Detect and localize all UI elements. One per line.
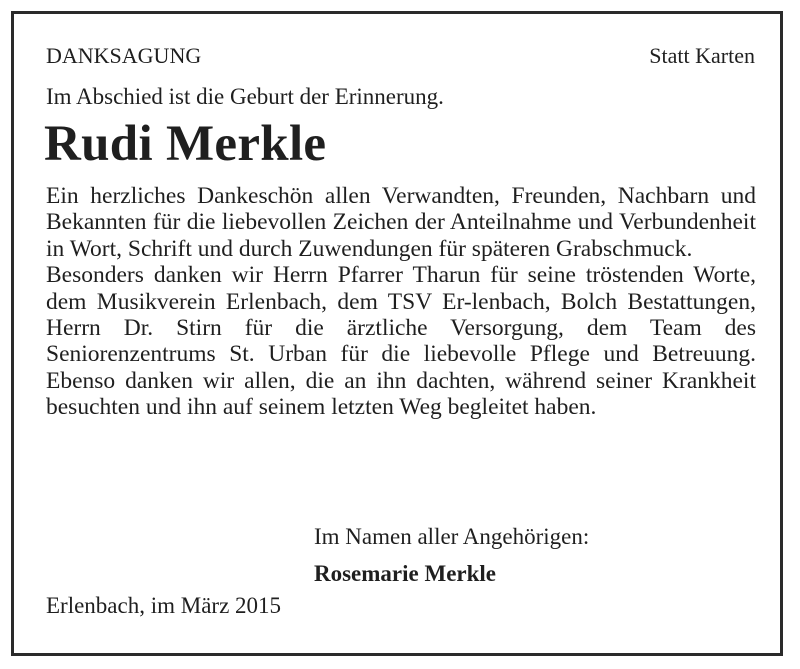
notice-label: DANKSAGUNG: [46, 43, 202, 68]
place-date: Erlenbach, im März 2015: [46, 593, 282, 618]
signature-block: [314, 518, 589, 592]
statt-karten-note: Statt Karten: [649, 43, 755, 68]
motto: Im Abschied ist die Geburt der Erinnerung.: [46, 84, 444, 109]
deceased-name: Rudi Merkle: [44, 116, 327, 172]
notice-body: [46, 183, 756, 421]
signer-name: Rosemarie Merkle: [314, 561, 497, 586]
thanks-paragraph: Ein herzliches Dankeschön allen Verwandten, Freunden, Nachbarn und Bekannten für die liebevollen Zeichen der Anteilnahme und Verbundenheit in Wort, Schrift und durch Zuwendungen für späteren Grabschmuck.: [46, 183, 756, 262]
closing-line: Im Namen aller Angehörigen:: [314, 524, 590, 549]
special-thanks-paragraph: Besonders danken wir Herrn Pfarrer Tharun für seine tröstenden Worte, dem Musikverein Erlenbach, dem TSV Er-lenbach, Bolch Bestattungen, Herrn Dr. Stirn für die ärztliche Versorgung, dem Team des Seniorenzentrums St. Urban für die liebevolle Pflege und Betreuung. Ebenso danken wir allen, die an ihn dachten, während seiner Krankheit besuchten und ihn auf seinem letzten Weg begleitet haben.: [46, 262, 756, 421]
